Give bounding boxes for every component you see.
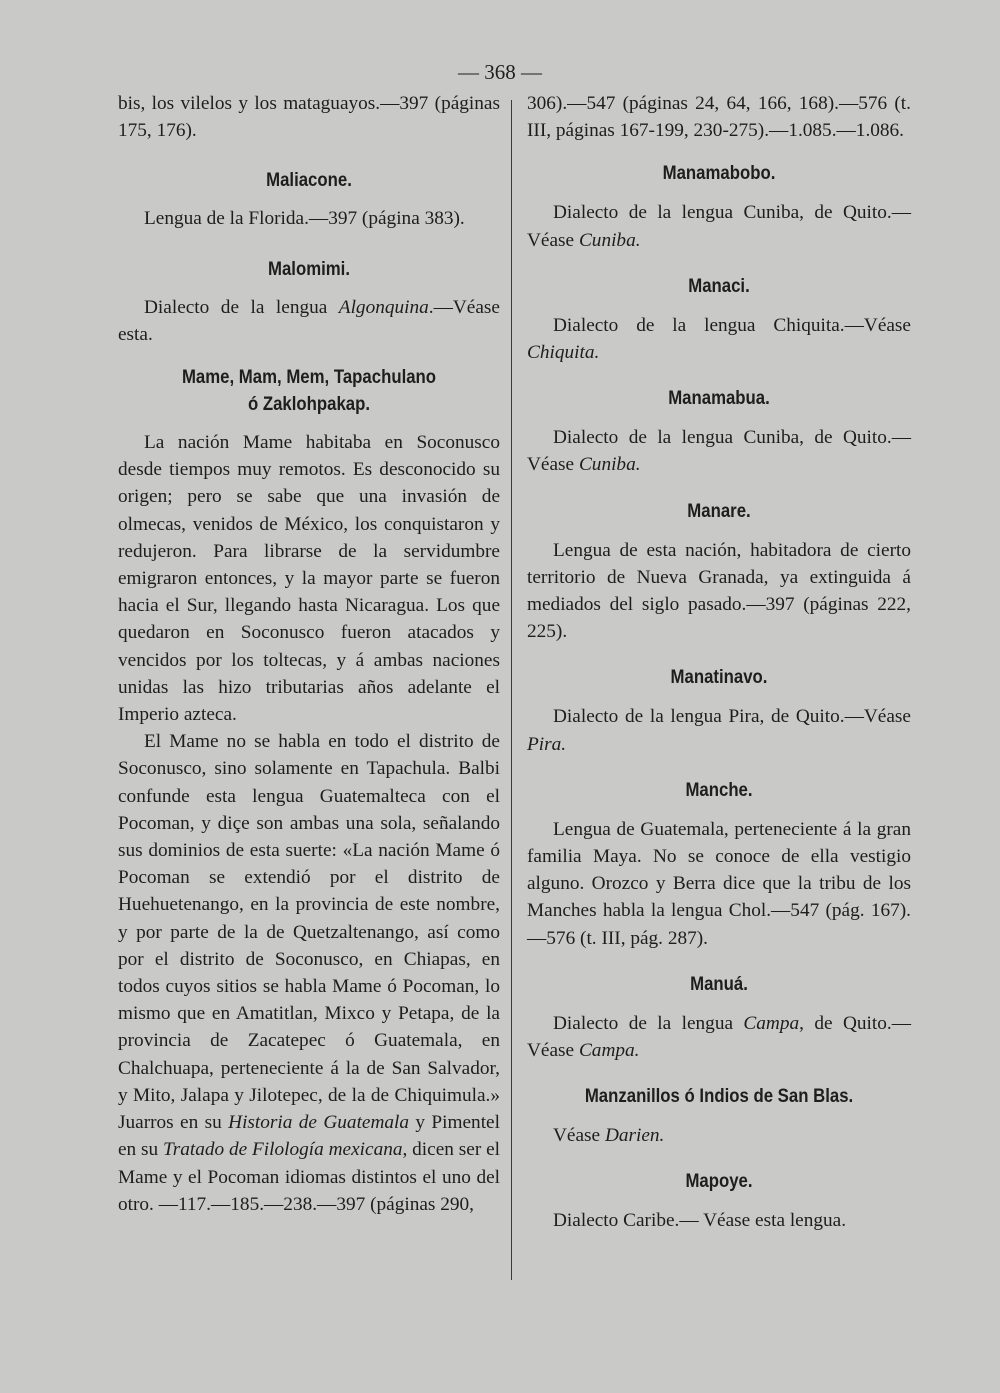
cross-reference: Campa	[743, 1012, 800, 1034]
cross-reference: Historia de Guatemala	[228, 1112, 410, 1134]
cross-reference: Tratado de Filología mexicana	[163, 1139, 403, 1161]
right-column	[527, 90, 911, 1235]
cross-reference: Cuniba.	[578, 229, 641, 251]
cross-reference: Pira.	[527, 733, 567, 755]
continuation-text: 306).—547 (páginas 24, 64, 166, 168).—576 (t. III, páginas 167-199, 230-275).—1.085.—1.086.	[527, 93, 911, 142]
entry-title-manamabobo: Manamabobo.	[662, 162, 776, 185]
entry-title-manare: Manare.	[687, 499, 751, 522]
cross-reference: Chiquita.	[527, 342, 600, 364]
cross-reference: Algonquina	[338, 296, 429, 318]
entry-text-manche: Lengua de Guatemala, perteneciente á la gran familia Maya. No se conoce de ella vestigio alguno. Orozco y Berra dice que la tribu de los Manches habla la lengua Chol.—547 (pág. 167).—576 (t. III, pág. 287).	[527, 818, 911, 949]
cross-reference: Cuniba.	[578, 454, 641, 476]
entry-title-malomimi: Malomimi.	[267, 257, 350, 280]
entry-title-manamabua: Manamabua.	[668, 387, 770, 410]
entry-title-manaci: Manaci.	[688, 274, 750, 297]
entry-text-manatinavo: Dialecto de la lengua Pira, de Quito.—Véase Pira.	[527, 706, 911, 755]
entry-title-manatinavo: Manatinavo.	[670, 666, 768, 689]
entry-title-manzanillos: Manzanillos ó Indios de San Blas.	[584, 1085, 854, 1108]
entry-title-mame-line2: ó Zaklohpakap.	[247, 393, 371, 416]
column-divider	[511, 100, 512, 1280]
entry-title-maliacone: Maliacone.	[266, 169, 352, 192]
entry-text-mapoye: Dialecto Caribe.— Véase esta lengua.	[553, 1210, 847, 1232]
entry-text-manamabua: Dialecto de la lengua Cuniba, de Quito.—Véase Cuniba.	[527, 427, 911, 476]
entry-text-maliacone: Lengua de la Florida.—397 (página 383).	[144, 208, 465, 230]
entry-text-mame-p1: La nación Mame habitaba en Soconusco desde tiempos muy remotos. Es desconocido su origen; pero se sabe que una invasión de olmecas, venidos de México, los conquistaron y redujeron. Para librarse de la servidumbre emigraron entonces, y la mayor parte se fueron hacia el Sur, llegando hasta Nicaragua. Los que quedaron en Soconusco fueron atacados y vencidos por los toltecas, y á ambas naciones unidas las hizo tributarias años adelante el Imperio azteca.	[118, 432, 500, 726]
left-column	[118, 90, 500, 1218]
cross-reference: Campa.	[578, 1040, 640, 1062]
cross-reference: Darien.	[604, 1125, 665, 1147]
entry-title-mame-line1: Mame, Mam, Mem, Tapachulano	[181, 366, 437, 389]
page-number: — 368 —	[458, 60, 542, 84]
entry-text-manaci: Dialecto de la lengua Chiquita.—Véase Chiquita.	[527, 314, 911, 364]
entry-text-manamabobo: Dialecto de la lengua Cuniba, de Quito.—Véase Cuniba.	[527, 202, 911, 251]
entry-title-manua: Manuá.	[690, 972, 748, 995]
entry-text-manare: Lengua de esta nación, habitadora de cierto territorio de Nueva Granada, ya extinguida á mediados del siglo pasado.—397 (páginas 222, 225).	[527, 539, 911, 643]
entry-text-manzanillos: Véase Darien.	[553, 1125, 665, 1147]
entry-title-mapoye: Mapoye.	[685, 1170, 753, 1193]
entry-text-manua: Dialecto de la lengua Campa, de Quito.—Véase Campa.	[527, 1012, 911, 1062]
entry-text-mame-p2: El Mame no se habla en todo el distrito de Soconusco, sino solamente en Tapachula. Balbi confunde esta lengua Guatemalteca con el Pocoman, y diçe son ambas una sola, señalando sus dominios de esta suerte: «La nación Mame ó Pocoman se extendió por el distrito de Huehuetenango, en la provincia de este nombre, y por parte de la de Quetzaltenango, así como por el distrito de Soconusco, en Chiapas, en todos cuyos sitios se habla Mame ó Pocoman, lo mismo que en Amatitlan, Mixco y Petapa, de la provincia de Zacatepec ó Guatemala, en Chalchuapa, perteneciente á la de San Salvador, y Mito, Jalapa y Jilotepec, de la de Chiquimula.» Juarros en su Historia de Guatemala y Pimentel en su Tratado de Filología mexicana, dicen ser el Mame y el Pocoman idiomas distintos el uno del otro. —117.—185.—238.—397 (páginas 290,	[118, 731, 501, 1215]
entry-title-manche: Manche.	[685, 778, 753, 801]
continuation-text: bis, los vilelos y los mataguayos.—397 (páginas 175, 176).	[118, 93, 500, 142]
entry-text-malomimi: Dialecto de la lengua Algonquina.—Véase esta.	[118, 296, 500, 345]
